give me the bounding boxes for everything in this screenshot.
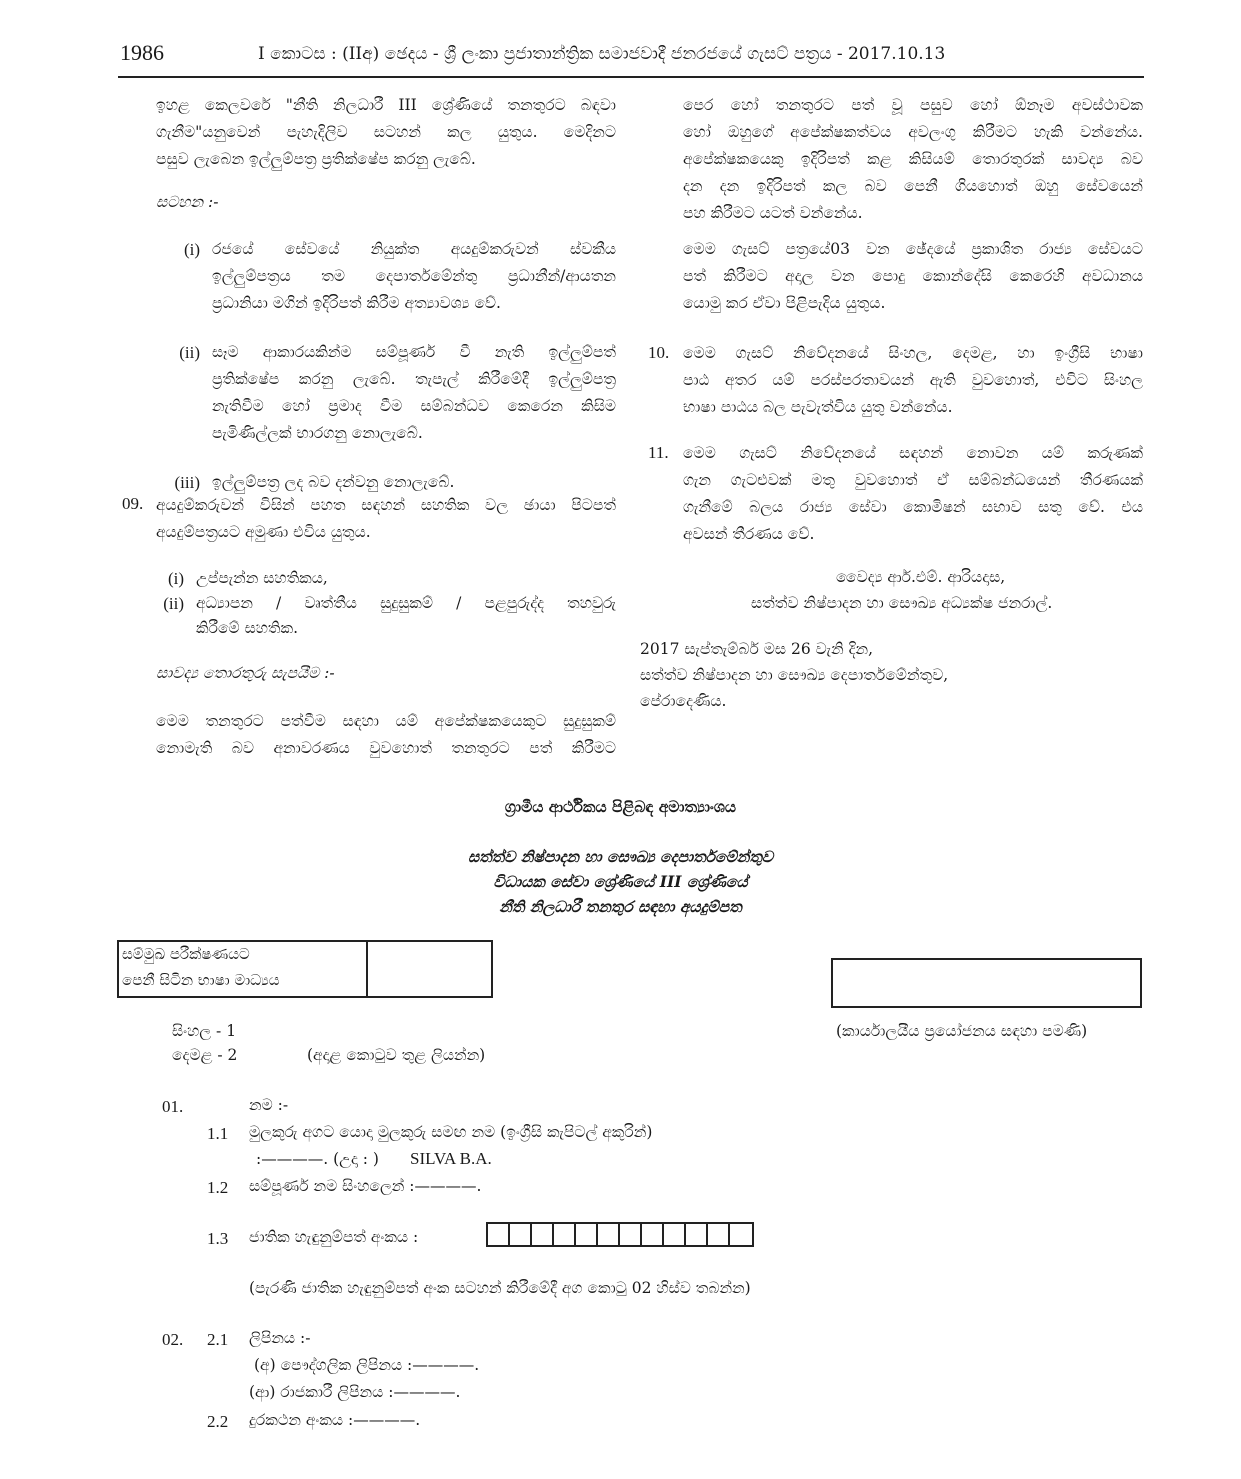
- question-2-2-number: 2.2: [207, 1412, 229, 1431]
- question-1-number: 01.: [162, 1097, 184, 1116]
- right-para2-line: පත් කිරීමට අදාල වන පොදු කොන්දේසි කෙරෙහි අවධානය: [683, 267, 1143, 285]
- nic-digit-box[interactable]: [708, 1224, 730, 1245]
- note-line: ප්‍රධානියා මගින් ඉදිරිපත් කිරීම අත්‍යාවශ්‍ය වේ.: [212, 294, 501, 312]
- official-address-field: (ආ) රාජකාරී ලිපිනය :————.: [249, 1383, 461, 1401]
- form-title-line: නීති නිලධාරී තනතුර සඳහා අයදුම්පත: [499, 897, 742, 916]
- certificate-list: [144, 566, 616, 641]
- note-number: (ii): [179, 343, 200, 362]
- right-para1: [683, 92, 1143, 227]
- note-number: (iii): [174, 473, 200, 492]
- right-para1-line: දන දන ඉදිරිපත් කල බව පෙනී ගියහොත් ඔහු සේවයෙන්: [683, 177, 1143, 195]
- note-item: [160, 339, 616, 447]
- question-1-1-number: 1.1: [207, 1124, 229, 1143]
- nic-digit-box[interactable]: [554, 1224, 576, 1245]
- question-1-3-number: 1.3: [207, 1229, 229, 1248]
- item-10-line: භාෂා පාඨය බල පැවැත්විය යුතු වන්නේය.: [683, 398, 953, 416]
- note-line: රජයේ සේවයේ නියුක්ත අයදුම්කරුවන් ස්වකීය: [212, 240, 616, 258]
- note-number: (i): [183, 240, 200, 259]
- sinhala-option: සිංහල - 1: [172, 1022, 237, 1040]
- question-2-1-label: ලිපිනය :-: [249, 1329, 311, 1347]
- nic-digit-box[interactable]: [598, 1224, 620, 1245]
- office-line: සත්ත්ව නිෂ්පාදන හා සෞඛ්‍ය දෙපාර්තමේන්තුව,: [640, 666, 949, 684]
- question-1-label: නම :-: [249, 1096, 289, 1114]
- item-9-line: අයදුම්පත්‍රයට අමුණා එවිය යුතුය.: [156, 523, 371, 541]
- question-1-1-example: SILVA B.A.: [410, 1149, 492, 1168]
- interview-medium-entry-cell[interactable]: [366, 940, 493, 998]
- personal-address-field: (අ) පෞද්ගලික ලිපිනය :————.: [254, 1356, 480, 1374]
- right-para2-line: යොමු කර ඒවා පිළිපැදිය යුතුය.: [683, 294, 886, 312]
- left-para1-line: ගැනීම"යනුවෙන් පැහැදිලිව සටහන් කල යුතුය. මෙදිනට: [156, 123, 616, 141]
- certificate-number: (i): [167, 569, 184, 588]
- certificate-item: [144, 591, 616, 641]
- signatory-title: සත්ත්ව නිෂ්පාදන හා සෞඛ්‍ය අධ්‍යක්ෂ ජනරාල්.: [751, 594, 1053, 612]
- office-use-box: [831, 958, 1142, 1008]
- item-9-text: [156, 492, 616, 546]
- interview-medium-label: පෙනී සිටින භාෂා මාධ්‍යය: [122, 971, 280, 989]
- notes-list: [160, 236, 616, 496]
- note-line: සෑම ආකාරයකින්ම සම්පූර්ණ වී නැති ඉල්ලුම්පත්: [212, 343, 616, 361]
- right-para2-line: මෙම ගැසට් පත්‍රයේ03 වන ඡේදයේ ප්‍රකාශිත රාජ්‍ය සේවයට: [683, 240, 1143, 258]
- question-1-3-label: ජාතික හැඳුනුම්පත් අංකය :: [249, 1228, 419, 1246]
- item-11-line: ගැන ගැටළුවක් මතු වුවහොත් ඒ සම්බන්ධයෙන් තීරණයක්: [683, 471, 1143, 489]
- nic-digit-box[interactable]: [510, 1224, 532, 1245]
- item-11-number: 11.: [648, 443, 669, 462]
- header-rule: [118, 76, 1144, 78]
- note-heading: සටහන :-: [156, 193, 219, 211]
- place-line: පේරාදෙණිය.: [640, 692, 727, 710]
- page-number: 1986: [120, 40, 164, 65]
- tamil-option: දෙමළ - 2: [172, 1046, 238, 1064]
- right-para1-line: පහ කිරීමට යටත් වන්නේය.: [683, 204, 863, 222]
- ministry-title: ග්‍රාමීය ආර්ථිකය පිළිබඳ අමාත්‍යාංශය: [504, 797, 737, 816]
- question-1-2-number: 1.2: [207, 1178, 229, 1197]
- note-line: ඉල්ලුම්පත්‍රය තම දෙපාර්තමේන්තු ප්‍රධානීන්/ආයතන: [212, 267, 616, 285]
- question-2-1-number: 2.1: [207, 1330, 229, 1349]
- false-info-text: [156, 708, 616, 762]
- nic-digit-box[interactable]: [730, 1224, 752, 1245]
- note-line: ප්‍රතික්ෂේප කරනු ලැබේ. තැපැල් කිරීමේදී ඉල්ලුම්පත්‍ර: [212, 370, 616, 388]
- item-9-number: 09.: [122, 494, 144, 513]
- question-1-1-label: මුලකුරු අගට යොදා මුලකුරු සමඟ නම (ඉංග්‍රීසි කැපිටල් අකුරින්): [249, 1123, 653, 1141]
- false-info-line: නොමැති බව අනාවරණය වුවහොත් තනතුරට පත් කිරීමට: [156, 739, 616, 757]
- item-9-line: අයදුම්කරුවන් විසින් පහත සඳහන් සහතික වල ඡායා පිටපත්: [156, 496, 616, 514]
- right-para1-line: අපේක්ෂකයෙකු ඉදිරිපත් කළ කිසියම් තොරතුරක් සාවද්‍ය බව: [683, 150, 1143, 168]
- telephone-field: දුරකථන අංකය :————.: [249, 1411, 421, 1429]
- left-column: [156, 92, 616, 173]
- nic-digit-box[interactable]: [532, 1224, 554, 1245]
- right-para1-line: පෙර හෝ තනතුරට පත් වූ පසුව හෝ ඕනෑම අවස්ථාවක: [683, 96, 1143, 114]
- item-10-line: මෙම ගැසට් නිවේදනයේ සිංහල, දෙමළ, හා ඉංග්‍රීසි භාෂා: [683, 344, 1143, 362]
- item-11-line: අවසන් තීරණය වේ.: [683, 525, 815, 543]
- certificate-line: කිරීමේ සහතික.: [196, 619, 299, 637]
- item-10-text: [683, 340, 1143, 421]
- nic-digit-box[interactable]: [686, 1224, 708, 1245]
- certificate-number: (ii): [163, 594, 184, 613]
- item-10-number: 10.: [648, 343, 670, 362]
- note-line: ඉල්ලුම්පත්‍ර ලද බව දන්වනු නොලැබේ.: [212, 473, 455, 491]
- nic-digit-box[interactable]: [642, 1224, 664, 1245]
- right-para2: [683, 236, 1143, 317]
- note-item: [160, 236, 616, 317]
- nic-digit-box[interactable]: [488, 1224, 510, 1245]
- interview-medium-label: සම්මුඛ පරීක්ෂණයට: [122, 945, 250, 963]
- signatory-name: වෛද්‍ය ආර්.එම්. ආරියදාස,: [836, 568, 1006, 586]
- office-use-note: (කාර්යාලයීය ප්‍රයෝජනය සඳහා පමණි): [836, 1022, 1088, 1040]
- certificate-item: [144, 566, 616, 591]
- nic-digit-box[interactable]: [576, 1224, 598, 1245]
- certificate-line: අධ්‍යාපන / වෘත්තීය සුදුසුකම් / පළපුරුද්ද තහවුරු: [196, 594, 616, 612]
- note-line: පැමිණිල්ලක් භාරගනු නොලැබේ.: [212, 424, 423, 442]
- item-11-line: මෙම ගැසට් නිවේදනයේ සඳහන් නොවන යම් කරුණක්: [683, 444, 1143, 462]
- certificate-line: උප්පැන්න සහතිකය,: [196, 569, 328, 587]
- item-10-line: පාඨ අතර යම් පරස්පරතාවයන් ඇති වුවහොත්, එවිට සිංහල: [683, 371, 1143, 389]
- nic-digit-box[interactable]: [664, 1224, 686, 1245]
- question-2-number: 02.: [162, 1330, 184, 1349]
- running-title: I කොටස : (IIඅ) ඡෙදය - ශ්‍රී ලංකා ප්‍රජාතාන්ත්‍රික සමාජවාදී ජනරජයේ ගැසට් පත්‍රය - 2017.10.13: [258, 44, 946, 64]
- item-11-text: [683, 440, 1143, 548]
- form-title-line: සත්ත්ව නිෂ්පාදන හා සෞඛ්‍ය දෙපාර්තමේන්තුව: [467, 847, 774, 866]
- write-in-box-note: (අදාළ කොටුව තුළ ලියන්න): [307, 1046, 486, 1064]
- left-para1-line: පසුව ලැබෙන ඉල්ලුම්පත්‍ර ප්‍රතික්ෂේප කරනු ලැබේ.: [156, 150, 476, 168]
- left-para1-line: ඉහළ කෙලවරේ "නීති නිලධාරී III ශ්‍රේණියේ තනතුරට බඳවා: [156, 96, 616, 114]
- question-1-1-example-prefix: :————. (උදා : ): [256, 1150, 379, 1168]
- question-1-2-label: සම්පූර්ණ නම සිංහලෙන් :————.: [249, 1177, 482, 1195]
- nic-number-boxes[interactable]: [486, 1222, 754, 1247]
- form-title-line: විධායක සේවා ශ්‍රේණියේ III ශ්‍රේණියේ: [493, 872, 748, 891]
- false-info-line: මෙම තනතුරට පත්වීම සඳහා යම් අපේක්ෂකයෙකුට සුදුසුකම්: [156, 712, 616, 730]
- nic-note: (පැරණි ජාතික හැඳුනුම්පත් අංක සටහන් කිරීමේදී අග කොටු 02 හිස්ව තබන්න): [249, 1279, 751, 1297]
- date-line: 2017 සැප්තැම්බර් මස 26 වැනි දින,: [640, 640, 874, 658]
- false-info-heading: සාවද්‍ය තොරතුරු සැපයීම :-: [156, 664, 335, 682]
- item-11-line: ගැනීමේ බලය රාජ්‍ය සේවා කොමිෂන් සභාව සතු වේ. එය: [683, 498, 1143, 516]
- note-line: නැතිවීම හෝ ප්‍රමාද වීම සම්බන්ධව කෙරෙන කිසිම: [212, 397, 616, 415]
- right-para1-line: හෝ ඔහුගේ අපේක්ෂකත්වය අවලංගු කිරීමට හැකි වන්නේය.: [683, 123, 1143, 141]
- nic-digit-box[interactable]: [620, 1224, 642, 1245]
